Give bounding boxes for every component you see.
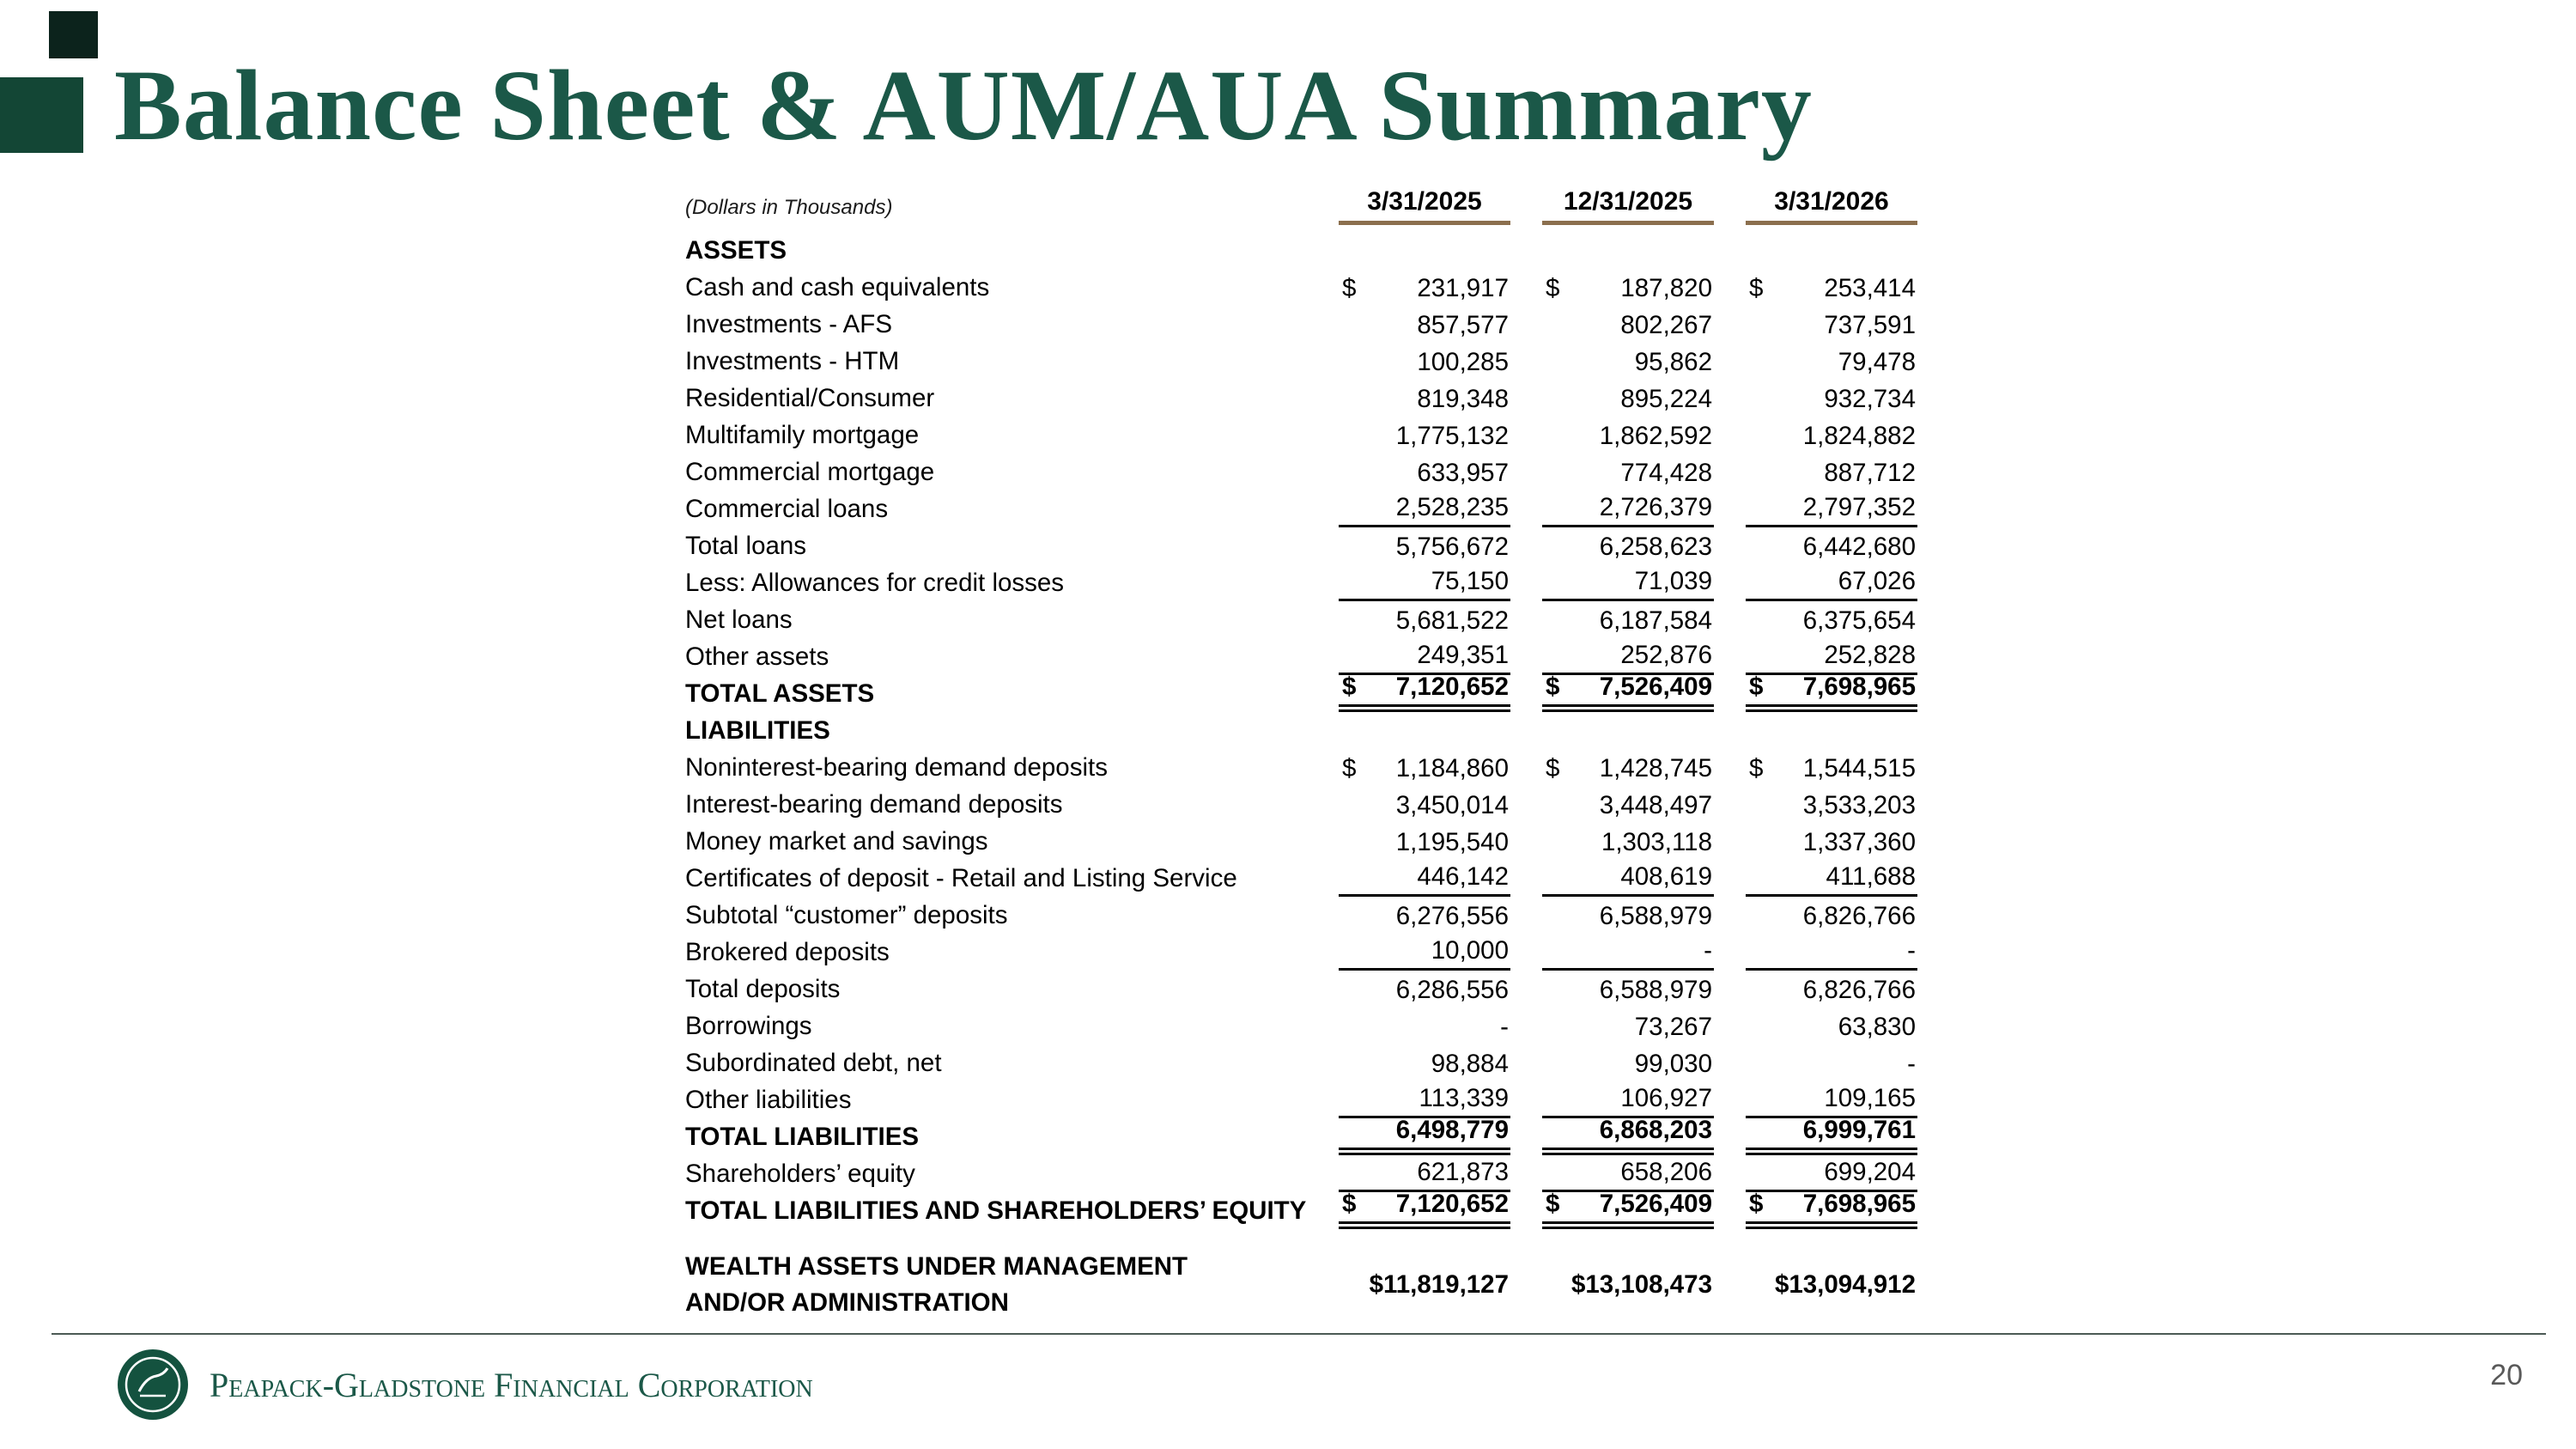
table-row: [685, 1192, 1917, 1229]
cell-value: [1746, 749, 1917, 786]
wealth-label-line2: AND/OR ADMINISTRATION: [685, 1288, 1009, 1317]
row-label: Other assets: [685, 642, 829, 671]
row-label: ASSETS: [685, 236, 787, 265]
table-row: [685, 823, 1917, 860]
value-text: 6,588,979: [1599, 976, 1712, 1004]
row-label: Other liabilities: [685, 1086, 852, 1114]
row-label: Commercial loans: [685, 495, 889, 523]
value-text: 79,478: [1838, 348, 1916, 376]
value-text: 6,588,979: [1599, 902, 1712, 930]
value-text: 6,868,203: [1599, 1116, 1712, 1144]
title-accent-bar: [0, 77, 83, 153]
cell-value: [1746, 1044, 1917, 1081]
cell-value: [1339, 454, 1510, 490]
table-header-row: [685, 184, 1917, 225]
cell-value: [1542, 1044, 1714, 1081]
balance-sheet-table: [685, 184, 1917, 1322]
row-label: Interest-bearing demand deposits: [685, 790, 1063, 819]
row-label: Investments - AFS: [685, 310, 892, 338]
value-text: 5,681,522: [1395, 606, 1509, 635]
value-text: 6,442,680: [1802, 533, 1916, 561]
cell-value: [1542, 1118, 1714, 1155]
row-label: Brokered deposits: [685, 938, 890, 966]
value-text: 6,276,556: [1395, 902, 1509, 930]
cell-value: [1339, 860, 1510, 897]
cell-value: [1746, 601, 1917, 638]
cell-value: [1542, 971, 1714, 1008]
cell-value: [1542, 343, 1714, 380]
table-row: [685, 417, 1917, 454]
value-text: 621,873: [1417, 1158, 1509, 1186]
value-text: 6,999,761: [1802, 1116, 1916, 1144]
page-number: 20: [2490, 1359, 2523, 1391]
cell-value: [1542, 269, 1714, 306]
value-text: 802,267: [1620, 311, 1712, 339]
table-row: [685, 638, 1917, 675]
cell-value: [1542, 306, 1714, 343]
value-text: 231,917: [1417, 274, 1509, 302]
dollar-sign: $: [1546, 1190, 1560, 1218]
cell-value: [1746, 306, 1917, 343]
table-row: [685, 786, 1917, 823]
dollar-sign: $: [1342, 754, 1357, 782]
cell-value: [1746, 786, 1917, 823]
cell-value: [1339, 417, 1510, 454]
row-label: Cash and cash equivalents: [685, 273, 990, 301]
value-text: 10,000: [1431, 936, 1509, 965]
cell-value: [1746, 417, 1917, 454]
row-label: Net loans: [685, 606, 793, 634]
value-text: 113,339: [1419, 1084, 1509, 1112]
table-row: [685, 564, 1917, 601]
value-text: 249,351: [1417, 641, 1509, 669]
value-text: 737,591: [1824, 311, 1916, 339]
value-text: 895,224: [1620, 385, 1712, 413]
cell-value: [1542, 1192, 1714, 1229]
value-text: 5,756,672: [1395, 533, 1509, 561]
value-text: 658,206: [1620, 1158, 1712, 1186]
value-text: 252,828: [1824, 641, 1916, 669]
row-label: Noninterest-bearing demand deposits: [685, 753, 1108, 782]
row-label: Multifamily mortgage: [685, 421, 920, 449]
value-text: 699,204: [1824, 1158, 1916, 1186]
cell-value: [1542, 897, 1714, 934]
wealth-aum-row: [685, 1248, 1917, 1322]
value-text: $13,094,912: [1774, 1270, 1916, 1299]
row-label: Commercial mortgage: [685, 458, 935, 486]
value-text: 6,375,654: [1802, 606, 1916, 635]
row-label: Subtotal “customer” deposits: [685, 901, 1008, 929]
cell-value: [1339, 1248, 1510, 1322]
row-label: LIABILITIES: [685, 716, 830, 745]
value-text: 7,526,409: [1599, 673, 1712, 701]
row-label: Investments - HTM: [685, 347, 900, 375]
cell-value: [1746, 343, 1917, 380]
cell-value: [1746, 823, 1917, 860]
value-text: -: [1500, 1013, 1509, 1041]
value-text: 887,712: [1824, 459, 1916, 487]
cell-value: [1542, 417, 1714, 454]
cell-value: [1746, 564, 1917, 601]
table-row: [685, 749, 1917, 786]
cell-value: [1746, 934, 1917, 971]
column-header: 12/31/2025: [1542, 184, 1714, 225]
table-row: [685, 1044, 1917, 1081]
value-text: 187,820: [1620, 274, 1712, 302]
value-text: 3,448,497: [1599, 791, 1712, 819]
cell-value: [1339, 1044, 1510, 1081]
cell-value: [1339, 343, 1510, 380]
value-text: 253,414: [1824, 274, 1916, 302]
dollar-sign: $: [1749, 754, 1764, 782]
wealth-label-line1: WEALTH ASSETS UNDER MANAGEMENT: [685, 1252, 1188, 1281]
cell-value: [1339, 675, 1510, 712]
cell-value: [1746, 1008, 1917, 1044]
table-row: [685, 1118, 1917, 1155]
value-text: 1,195,540: [1395, 828, 1509, 856]
value-text: 6,498,779: [1395, 1116, 1509, 1144]
cell-value: [1746, 1118, 1917, 1155]
cell-value: [1339, 527, 1510, 564]
table-row: [685, 1155, 1917, 1192]
value-text: $11,819,127: [1369, 1270, 1509, 1299]
value-text: 633,957: [1417, 459, 1509, 487]
row-label: Residential/Consumer: [685, 384, 935, 412]
cell-value: [1542, 860, 1714, 897]
cell-value: [1339, 823, 1510, 860]
row-label: Money market and savings: [685, 827, 988, 855]
cell-value: [1339, 380, 1510, 417]
value-text: 252,876: [1620, 641, 1712, 669]
row-label: Total loans: [685, 532, 807, 560]
table-row: [685, 232, 1917, 269]
cell-value: [1542, 786, 1714, 823]
cell-value: [1746, 860, 1917, 897]
row-label: Certificates of deposit - Retail and Listing Service: [685, 864, 1237, 892]
value-text: 6,826,766: [1802, 902, 1916, 930]
table-row: [685, 269, 1917, 306]
value-text: 3,450,014: [1395, 791, 1509, 819]
cell-value: [1339, 786, 1510, 823]
value-text: -: [1907, 936, 1916, 965]
value-text: 1,303,118: [1601, 828, 1712, 856]
table-row: [685, 306, 1917, 343]
table-row: [685, 675, 1917, 712]
company-logo-svg: [117, 1349, 189, 1421]
value-text: 109,165: [1824, 1084, 1916, 1112]
cell-value: [1746, 971, 1917, 1008]
value-text: 73,267: [1634, 1013, 1712, 1041]
row-label: Less: Allowances for credit losses: [685, 569, 1065, 597]
value-text: 1,337,360: [1802, 828, 1916, 856]
cell-value: [1746, 527, 1917, 564]
value-text: 6,286,556: [1395, 976, 1509, 1004]
row-label: [685, 1249, 1307, 1321]
cell-value: [1542, 380, 1714, 417]
cell-value: [1542, 675, 1714, 712]
table-row: [685, 860, 1917, 897]
table-row: [685, 454, 1917, 490]
cell-value: [1542, 490, 1714, 527]
cell-value: [1746, 1192, 1917, 1229]
value-text: 857,577: [1417, 311, 1509, 339]
table-row: [685, 1008, 1917, 1044]
cell-value: [1339, 934, 1510, 971]
units-note: (Dollars in Thousands): [685, 196, 893, 219]
value-text: 6,826,766: [1802, 976, 1916, 1004]
value-text: 1,775,132: [1395, 422, 1509, 450]
cell-value: [1542, 527, 1714, 564]
dollar-sign: $: [1749, 673, 1764, 701]
cell-value: [1746, 897, 1917, 934]
value-text: 2,797,352: [1802, 493, 1916, 521]
value-text: 1,824,882: [1802, 422, 1916, 450]
row-label: Borrowings: [685, 1012, 812, 1040]
cell-value: [1746, 675, 1917, 712]
value-text: 932,734: [1824, 385, 1916, 413]
cell-value: [1746, 454, 1917, 490]
cell-value: [1339, 1192, 1510, 1229]
cell-value: [1339, 269, 1510, 306]
table-row: [685, 971, 1917, 1008]
dollar-sign: $: [1342, 1190, 1357, 1218]
value-text: 71,039: [1634, 567, 1712, 595]
row-label: TOTAL LIABILITIES: [685, 1123, 920, 1151]
table-row: [685, 712, 1917, 749]
value-text: 446,142: [1417, 862, 1509, 891]
value-text: 1,544,515: [1802, 754, 1916, 782]
dollar-sign: $: [1749, 274, 1764, 302]
footer-divider: [52, 1333, 2546, 1335]
cell-value: [1339, 897, 1510, 934]
cell-value: [1542, 564, 1714, 601]
table-row: [685, 527, 1917, 564]
table-row: [685, 380, 1917, 417]
value-text: 774,428: [1620, 459, 1712, 487]
value-text: 98,884: [1431, 1050, 1509, 1078]
table-row: [685, 897, 1917, 934]
company-logo-icon: [117, 1349, 189, 1421]
cell-value: [1542, 601, 1714, 638]
cell-value: [1746, 1248, 1917, 1322]
table-row: [685, 343, 1917, 380]
value-text: 67,026: [1838, 567, 1916, 595]
value-text: 95,862: [1634, 348, 1712, 376]
cell-value: [1339, 601, 1510, 638]
dollar-sign: $: [1749, 1190, 1764, 1218]
row-label: TOTAL LIABILITIES AND SHAREHOLDERS’ EQUITY: [685, 1196, 1307, 1225]
cell-value: [1339, 564, 1510, 601]
dollar-sign: $: [1342, 673, 1357, 701]
value-text: -: [1907, 1050, 1916, 1078]
cell-value: [1339, 971, 1510, 1008]
table-row: [685, 1081, 1917, 1118]
value-text: 411,688: [1826, 862, 1916, 891]
page-title: Balance Sheet & AUM/AUA Summary: [114, 49, 1813, 161]
dollar-sign: $: [1546, 754, 1560, 782]
dollar-sign: $: [1546, 673, 1560, 701]
cell-value: [1339, 1008, 1510, 1044]
value-text: 819,348: [1417, 385, 1509, 413]
value-text: 7,698,965: [1802, 1190, 1916, 1218]
value-text: 6,187,584: [1599, 606, 1712, 635]
value-text: 100,285: [1417, 348, 1509, 376]
value-text: 7,698,965: [1802, 673, 1916, 701]
row-label: Subordinated debt, net: [685, 1049, 942, 1077]
column-header: 3/31/2026: [1746, 184, 1917, 225]
value-text: 106,927: [1620, 1084, 1712, 1112]
dollar-sign: $: [1342, 274, 1357, 302]
row-label: Shareholders’ equity: [685, 1160, 915, 1188]
value-text: 408,619: [1620, 862, 1712, 891]
value-text: 63,830: [1838, 1013, 1916, 1041]
value-text: 1,862,592: [1599, 422, 1712, 450]
corner-accent-square: [49, 11, 98, 58]
cell-value: [1339, 749, 1510, 786]
table-row: [685, 601, 1917, 638]
value-text: 1,184,860: [1395, 754, 1509, 782]
table-row: [685, 490, 1917, 527]
column-header: 3/31/2025: [1339, 184, 1510, 225]
cell-value: [1746, 380, 1917, 417]
dollar-sign: $: [1546, 274, 1560, 302]
cell-value: [1339, 306, 1510, 343]
value-text: 75,150: [1431, 567, 1509, 595]
row-label: TOTAL ASSETS: [685, 679, 875, 708]
cell-value: [1339, 490, 1510, 527]
cell-value: [1542, 934, 1714, 971]
cell-value: [1542, 1248, 1714, 1322]
value-text: 2,528,235: [1395, 493, 1509, 521]
cell-value: [1542, 454, 1714, 490]
row-label: Total deposits: [685, 975, 841, 1003]
cell-value: [1746, 269, 1917, 306]
value-text: 3,533,203: [1802, 791, 1916, 819]
value-text: 7,526,409: [1599, 1190, 1712, 1218]
footer-company-name: Peapack-Gladstone Financial Corporation: [210, 1366, 813, 1404]
value-text: -: [1704, 936, 1712, 965]
cell-value: [1746, 490, 1917, 527]
cell-value: [1542, 1008, 1714, 1044]
value-text: 7,120,652: [1395, 1190, 1509, 1218]
cell-value: [1542, 823, 1714, 860]
value-text: $13,108,473: [1571, 1270, 1712, 1299]
table-row: [685, 934, 1917, 971]
value-text: 99,030: [1634, 1050, 1712, 1078]
cell-value: [1339, 1118, 1510, 1155]
value-text: 6,258,623: [1599, 533, 1712, 561]
cell-value: [1542, 749, 1714, 786]
value-text: 7,120,652: [1395, 673, 1509, 701]
value-text: 1,428,745: [1599, 754, 1712, 782]
value-text: 2,726,379: [1599, 493, 1712, 521]
